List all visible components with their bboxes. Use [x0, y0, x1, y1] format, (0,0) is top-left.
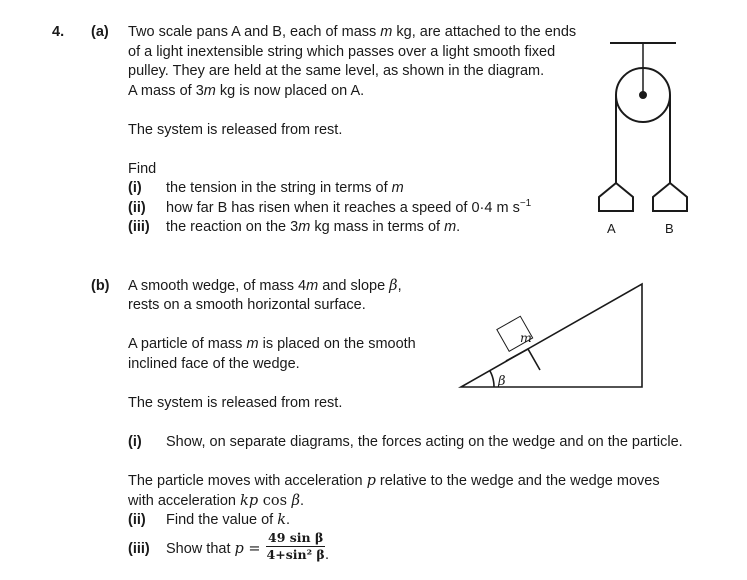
- fraction-p: [266, 530, 325, 563]
- part-b-line-2: rests on a smooth horizontal surface.: [128, 297, 366, 313]
- part-a-released: The system is released from rest.: [128, 122, 343, 138]
- particle-block: [506, 349, 540, 370]
- part-a-sub-ii-label: (ii): [128, 200, 146, 216]
- pulley-axle: [640, 92, 646, 98]
- part-b-sub-ii-text: Find the value of k.: [166, 512, 291, 528]
- pan-b-label: B: [665, 221, 674, 236]
- part-a-line-2: of a light inextensible string which passes over a light smooth fixed: [128, 44, 556, 60]
- scale-pan-a: [599, 183, 633, 211]
- part-b-sub-iii-text: Show that p =: [166, 541, 261, 557]
- part-a-line-1: Two scale pans A and B, each of mass m kg, are attached to the ends: [128, 24, 577, 40]
- part-b-label: (b): [91, 278, 110, 294]
- part-b-accel-line-2: with acceleration kp cos β.: [128, 493, 305, 509]
- part-a-label: (a): [91, 24, 109, 40]
- part-b-sub-ii-label: (ii): [128, 512, 146, 528]
- part-a-sub-i-label: (i): [128, 180, 142, 196]
- part-a-sub-iii-label: (iii): [128, 219, 150, 235]
- part-a-line-3: pulley. They are held at the same level, as shown in the diagram.: [128, 63, 545, 79]
- question-number: 4.: [52, 24, 65, 40]
- part-b-released: The system is released from rest.: [128, 395, 343, 411]
- part-b-sub-iii-label: (iii): [128, 541, 150, 557]
- part-a-sub-iii-text: the reaction on the 3m kg mass in terms of m.: [166, 219, 461, 235]
- part-a-line-4: A mass of 3m kg is now placed on A.: [128, 83, 365, 99]
- angle-label: β: [498, 374, 506, 389]
- fraction-numerator: 49 sin β: [268, 530, 324, 545]
- part-b-sub-i-label: (i): [128, 434, 142, 450]
- part-b-line-4: inclined face of the wedge.: [128, 356, 300, 372]
- part-b-line-1: A smooth wedge, of mass 4m and slope β,: [128, 278, 402, 294]
- part-a-sub-i-text: the tension in the string in terms of m: [166, 180, 404, 196]
- part-a-find: Find: [128, 161, 157, 177]
- part-b-accel-line-1: The particle moves with acceleration p relative to the wedge and the wedge moves: [128, 473, 660, 489]
- wedge-triangle: [461, 284, 642, 387]
- part-a-sub-ii-text: how far B has risen when it reaches a speed of 0·4 m $s^{-1}$: [166, 198, 532, 216]
- scale-pan-b: [653, 183, 687, 211]
- part-b-line-3: A particle of mass m is placed on the smooth: [128, 336, 416, 352]
- fraction-denominator: 4+sin² β: [266, 547, 325, 562]
- pulley-wheel: [616, 68, 670, 122]
- part-b-sub-i-text: Show, on separate diagrams, the forces acting on the wedge and on the particle.: [166, 434, 683, 450]
- pan-a-label: A: [607, 221, 616, 236]
- angle-arc: [490, 371, 494, 387]
- fraction-end: .: [325, 547, 330, 563]
- particle-label: m: [520, 330, 532, 345]
